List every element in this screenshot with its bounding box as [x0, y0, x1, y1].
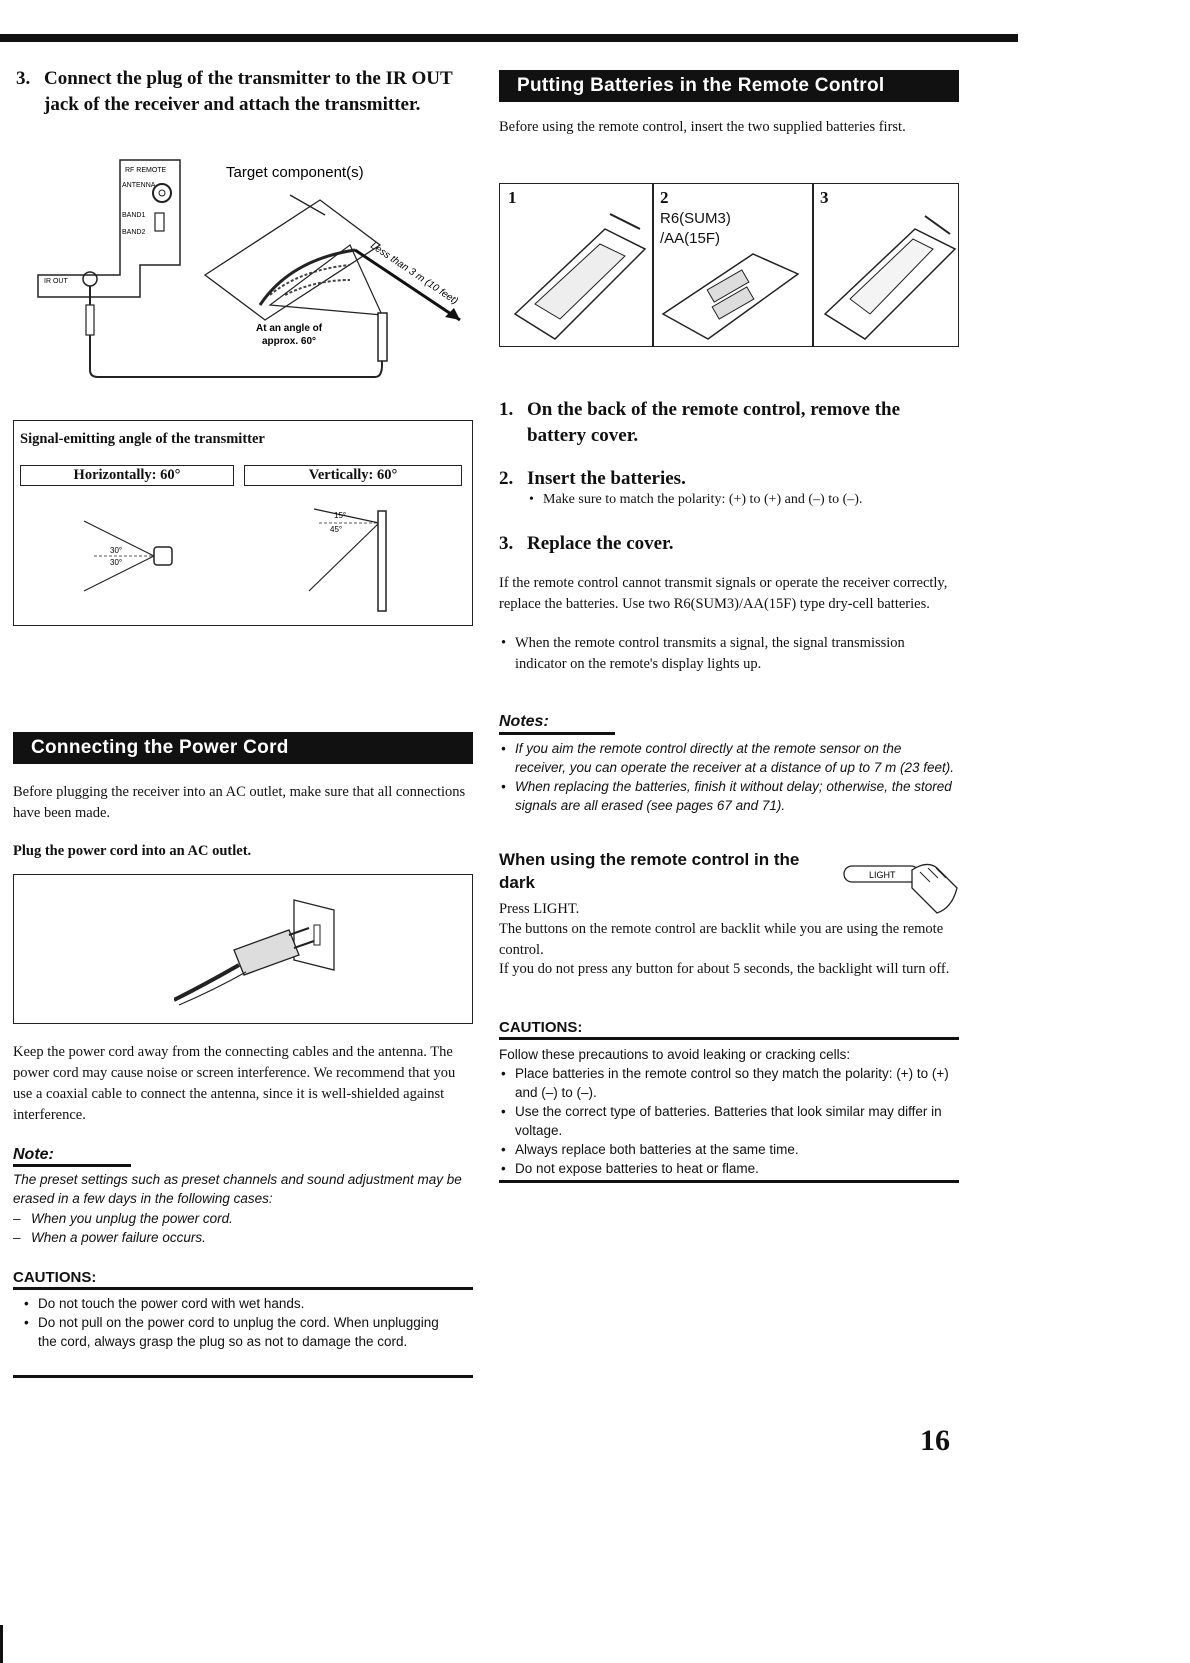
- target-component-label: Target component(s): [226, 164, 364, 181]
- battery-notes-list: [499, 739, 954, 815]
- dark-usage-title: When using the remote control in the dark: [499, 850, 800, 892]
- light-button-label: LIGHT: [869, 870, 896, 880]
- battery-type-label-2: /AA(15F): [660, 230, 721, 247]
- power-cord-instruction: Plug the power cord into an AC outlet.: [13, 843, 252, 859]
- power-note-list: [13, 1209, 453, 1247]
- angle-label-2: approx. 60°: [262, 336, 317, 347]
- polarity-bullet: • Make sure to match the polarity: (+) to (+) and (–) to (–).: [527, 490, 957, 510]
- battery-caution-item: • Always replace both batteries at the same time.: [499, 1140, 954, 1159]
- power-note-item: – When you unplug the power cord.: [13, 1209, 453, 1228]
- horizontal-angle-diagram: [74, 511, 194, 601]
- angle-label-1: At an angle of: [256, 323, 323, 334]
- battery-steps-figure: [499, 183, 959, 347]
- horizontal-angle-label: Horizontally: 60°: [20, 465, 234, 486]
- power-cord-keep-text: Keep the power cord away from the connecting cables and the antenna. The power cord may cause noise or screen interference. We recommend that you use a coaxial cable to connect the antenna, since it is well-shielded against interference.: [13, 1044, 456, 1123]
- power-cord-header: Connecting the Power Cord: [13, 732, 473, 764]
- battery-panel-2-number: 2: [660, 188, 669, 207]
- battery-notes-title: Notes:: [499, 713, 549, 730]
- power-note-title: Note:: [13, 1146, 54, 1163]
- step-3-text: Connect the plug of the transmitter to the IR OUT jack of the receiver and attach the transmitter.: [44, 68, 453, 115]
- battery-replace-paragraph: If the remote control cannot transmit signals or operate the receiver correctly, replace the batteries. Use two R6(SUM3)/AA(15F) type dry-cell batteries.: [499, 575, 948, 612]
- battery-cautions-list: [499, 1064, 954, 1178]
- battery-panel-1-number: 1: [508, 188, 517, 207]
- vertical-angle-label: Vertically: 60°: [244, 465, 462, 486]
- panel-ir-out: IR OUT: [44, 278, 68, 285]
- batteries-header: Putting Batteries in the Remote Control: [499, 70, 959, 102]
- batteries-intro: Before using the remote control, insert the two supplied batteries first.: [499, 119, 906, 135]
- v-angle-1: 15°: [334, 511, 347, 520]
- power-caution-item: • Do not touch the power cord with wet hands.: [22, 1294, 452, 1313]
- battery-step-2-text: Insert the batteries.: [527, 468, 686, 489]
- remote-cover-removal-illustration: [505, 204, 650, 344]
- power-note-item: – When a power failure occurs.: [13, 1228, 453, 1247]
- v-angle-2: 45°: [330, 525, 343, 534]
- battery-caution-item: • Use the correct type of batteries. Batteries that look similar may differ in voltage.: [499, 1102, 954, 1140]
- battery-cautions-rule: [499, 1037, 959, 1040]
- power-cautions-title: CAUTIONS:: [13, 1269, 97, 1286]
- battery-cautions-title: CAUTIONS:: [499, 1019, 583, 1036]
- battery-step-2-bullets: [527, 490, 957, 510]
- signal-angle-box: [13, 420, 473, 626]
- power-note-rule: [13, 1164, 131, 1167]
- h-angle-2: 30°: [110, 558, 123, 567]
- vertical-angle-diagram: [294, 501, 414, 616]
- battery-note-item: • When replacing the batteries, finish it without delay; otherwise, the stored signals are all erased (see pages 67 and 71).: [499, 777, 954, 815]
- signal-angle-title: Signal-emitting angle of the transmitter: [20, 431, 265, 447]
- battery-caution-item: • Place batteries in the remote control so they match the polarity: (+) to (+) and (–) to (–).: [499, 1064, 954, 1102]
- indicator-bullet: • When the remote control transmits a signal, the signal transmission indicator on the remote's display lights up.: [499, 633, 954, 675]
- press-light-text: Press LIGHT.: [499, 901, 580, 917]
- backlight-off-text: If you do not press any button for about 5 seconds, the backlight will turn off.: [499, 961, 950, 977]
- battery-step-3-text: Replace the cover.: [527, 533, 674, 554]
- power-note-text: The preset settings such as preset channels and sound adjustment may be erased in a few days in the following cases:: [13, 1172, 462, 1206]
- power-cautions-rule: [13, 1287, 473, 1290]
- panel-band2: BAND2: [122, 229, 146, 236]
- battery-caution-item: • Do not expose batteries to heat or flame.: [499, 1159, 954, 1178]
- battery-step-2-number: 2.: [499, 468, 514, 489]
- top-rule: [0, 34, 1018, 42]
- battery-panel-3-number: 3: [820, 188, 829, 207]
- left-edge-mark: [0, 1625, 3, 1663]
- power-cautions-bottom-rule: [13, 1375, 473, 1378]
- page-number: 16: [920, 1424, 950, 1457]
- battery-cautions-bottom-rule: [499, 1180, 959, 1183]
- backlit-text: The buttons on the remote control are backlit while you are using the remote control.: [499, 921, 944, 958]
- step-3-number: 3.: [16, 68, 31, 89]
- transmitter-connection-diagram: [30, 155, 510, 405]
- plug-outlet-illustration: [174, 890, 364, 1010]
- panel-band1: BAND1: [122, 212, 146, 219]
- h-angle-1: 30°: [110, 546, 123, 555]
- battery-step-1-number: 1.: [499, 399, 514, 420]
- battery-note-item: • If you aim the remote control directly at the remote sensor on the receiver, you can operate the receiver at a distance of up to 7 m (23 feet).: [499, 739, 954, 777]
- cover-replacement-illustration: [815, 204, 958, 344]
- distance-label: Less than 3 m (10 feet): [368, 240, 460, 307]
- battery-replace-bullets: [499, 633, 954, 675]
- battery-insertion-illustration: [658, 244, 808, 344]
- battery-step-3-number: 3.: [499, 533, 514, 554]
- panel-antenna: ANTENNA: [122, 182, 156, 189]
- battery-cautions-intro: Follow these precautions to avoid leaking or cracking cells:: [499, 1047, 851, 1062]
- power-cautions-list: [22, 1294, 452, 1351]
- power-cord-image-box: [13, 874, 473, 1024]
- power-caution-item: • Do not pull on the power cord to unplug the cord. When unplugging the cord, always grasp the plug so as not to damage the cord.: [22, 1313, 452, 1351]
- panel-rf-remote: RF REMOTE: [125, 167, 167, 174]
- battery-step-1-text: On the back of the remote control, remove the battery cover.: [527, 399, 901, 446]
- battery-notes-rule: [499, 732, 615, 735]
- battery-type-label-1: R6(SUM3): [660, 210, 731, 227]
- power-cord-intro: Before plugging the receiver into an AC outlet, make sure that all connections have been made.: [13, 784, 466, 821]
